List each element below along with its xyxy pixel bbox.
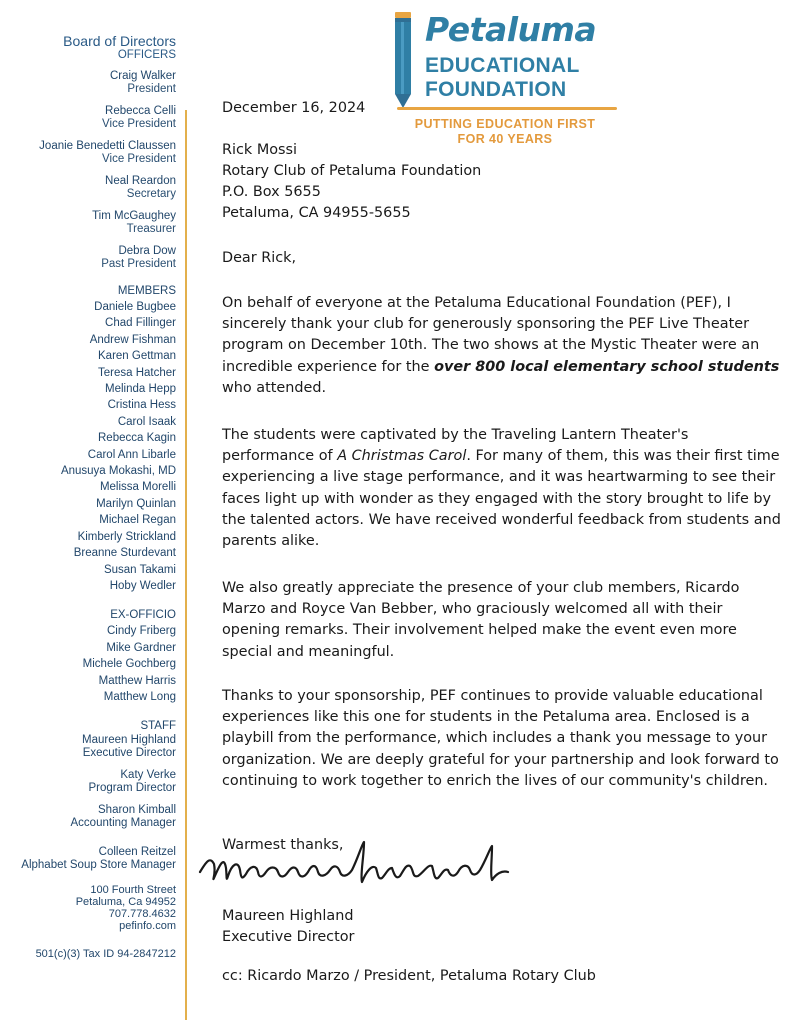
- foundation-address: [0, 884, 176, 932]
- staff-name: Katy Verke: [120, 769, 176, 782]
- exofficio-name: Mike Gardner: [106, 641, 176, 654]
- sidebar-divider: [185, 110, 187, 1020]
- exofficio-name: Cindy Friberg: [106, 625, 176, 638]
- member-name: Melissa Morelli: [99, 481, 176, 494]
- officer-name: Debra Dow: [118, 245, 176, 257]
- paragraph-1-text: On behalf of everyone at the Petaluma Educational Foundation (PEF), I sincerely thank your club for generously sponsoring the PEF Live Theater program on December 10th. The two shows at the Mystic Theater were an incredible experience for the: [222, 295, 760, 375]
- staff-name: Maureen Highland: [82, 734, 176, 747]
- member-name: Karen Gettman: [98, 350, 176, 363]
- closing: Warmest thanks,: [222, 837, 344, 853]
- officer-name: Neal Reardon: [105, 175, 176, 187]
- signer-block: [222, 906, 354, 948]
- staff-entry: [0, 804, 176, 830]
- member-name: Breanne Sturdevant: [73, 547, 176, 560]
- officer-name: Tim McGaughey: [92, 210, 176, 222]
- officer-entry: [0, 105, 176, 130]
- logo-tagline: PUTTING EDUCATION FIRST: [414, 117, 596, 131]
- paragraph-2-end: . For many of them, this was their first time experiencing a live stage performance, and it was heartwarming to see their faces light up with wonder as they engaged with the story brought to life by the talented actors. We have received wonderful feedback from students and parents alike.: [222, 448, 781, 550]
- recipient-org: Rotary Club of Petaluma Foundation: [222, 163, 482, 179]
- member-name: Teresa Hatcher: [98, 366, 176, 379]
- address-street: 100 Fourth Street: [90, 884, 176, 897]
- member-name: Melinda Hepp: [105, 383, 176, 396]
- recipient-pobox: P.O. Box 5655: [222, 184, 321, 200]
- member-name: Cristina Hess: [107, 399, 176, 412]
- logo-underline: [397, 107, 617, 110]
- paragraph-3: We also greatly appreciate the presence of your club members, Ricardo Marzo and Royce Van Bebber, who graciously welcomed all with their opening remarks. Their involvement helped make the event even more special and meaningful.: [222, 580, 740, 660]
- staff-role: Executive Director: [82, 747, 176, 760]
- officers-label: OFFICERS: [117, 49, 176, 61]
- signer-title: Executive Director: [222, 929, 355, 945]
- paragraph-2: [222, 425, 782, 552]
- staff-name: Colleen Reitzel: [98, 846, 176, 859]
- staff-label: STAFF: [140, 720, 176, 733]
- tax-id: 501(c)(3) Tax ID 94-2847212: [35, 948, 176, 961]
- officer-entry: [0, 175, 176, 200]
- letter-date: December 16, 2024: [222, 100, 366, 116]
- officer-name: Rebecca Celli: [105, 105, 176, 117]
- pencil-icon: [389, 12, 419, 110]
- staff-entry: [0, 846, 176, 872]
- logo-wordmark-petaluma: Petaluma: [425, 10, 597, 49]
- members-label: MEMBERS: [117, 285, 176, 297]
- logo-tagline-years: FOR 40 YEARS: [457, 132, 553, 146]
- paragraph-1-end: who attended.: [222, 379, 327, 396]
- member-name: Chad Fillinger: [105, 317, 176, 330]
- logo-wordmark-foundation: FOUNDATION: [425, 78, 567, 101]
- member-name: Marilyn Quinlan: [96, 497, 176, 510]
- address-phone: 707.778.4632: [108, 908, 176, 921]
- exofficio-name: Michele Gochberg: [82, 658, 176, 671]
- member-name: Carol Isaak: [117, 415, 176, 428]
- signer-name: Maureen Highland: [222, 908, 354, 924]
- member-name: Susan Takami: [103, 563, 176, 576]
- staff-entry: [0, 769, 176, 795]
- paragraph-2-text: The students were captivated by the Traveling Lantern Theater's performance of: [222, 427, 689, 465]
- staff-name: Sharon Kimball: [98, 804, 176, 817]
- board-sidebar: [0, 34, 176, 960]
- emphasis-students: over 800 local elementary school students: [434, 358, 780, 375]
- member-name: Andrew Fishman: [89, 333, 176, 346]
- handwritten-signature: [192, 834, 552, 904]
- staff-role: Program Director: [88, 782, 176, 795]
- exofficio-name: Matthew Long: [103, 690, 176, 703]
- staff-entry: [0, 734, 176, 760]
- recipient-address: [222, 140, 481, 224]
- salutation: Dear Rick,: [222, 250, 297, 266]
- logo-wordmark-educational: EDUCATIONAL: [425, 54, 580, 77]
- pef-logo: [385, 8, 625, 153]
- play-title: A Christmas Carol: [337, 448, 467, 465]
- officer-name: Craig Walker: [109, 70, 176, 82]
- officer-entry: [0, 140, 176, 165]
- officer-name: Joanie Benedetti Claussen: [39, 140, 176, 152]
- staff-role: Alphabet Soup Store Manager: [21, 859, 176, 872]
- address-website: pefinfo.com: [119, 920, 176, 933]
- officer-role: Vice President: [102, 152, 176, 165]
- exofficio-list: [0, 623, 176, 705]
- officer-role: Past President: [101, 257, 176, 270]
- officer-role: Secretary: [126, 187, 176, 200]
- officer-entry: [0, 245, 176, 270]
- staff-role: Accounting Manager: [70, 817, 176, 830]
- exofficio-name: Matthew Harris: [98, 674, 176, 687]
- cc-line: cc: Ricardo Marzo / President, Petaluma Rotary Club: [222, 968, 596, 984]
- recipient-city: Petaluma, CA 94955-5655: [222, 205, 411, 221]
- board-heading: Board of Directors: [63, 33, 176, 49]
- paragraph-4: Thanks to your sponsorship, PEF continues to provide valuable educational experiences like this one for students in the Petaluma area. Enclosed is a playbill from the performance, which includes a thank you message to your organization. We are deeply grateful for your partnership and look forward to continuing to work together to enrich the lives of our community's children.: [222, 688, 779, 789]
- member-name: Daniele Bugbee: [94, 301, 176, 313]
- member-name: Rebecca Kagin: [98, 432, 176, 445]
- officer-entry: [0, 70, 176, 95]
- member-name: Hoby Wedler: [109, 579, 176, 592]
- recipient-name: Rick Mossi: [222, 142, 298, 158]
- officer-role: President: [127, 82, 176, 95]
- paragraph-1: [222, 293, 782, 399]
- member-name: Anusuya Mokashi, MD: [60, 465, 176, 478]
- officer-role: Vice President: [102, 117, 176, 130]
- exofficio-label: EX-OFFICIO: [110, 609, 176, 622]
- members-list: [0, 299, 176, 594]
- member-name: Carol Ann Libarle: [87, 448, 176, 461]
- officer-entry: [0, 210, 176, 235]
- member-name: Kimberly Strickland: [77, 530, 176, 543]
- officer-role: Treasurer: [126, 222, 176, 235]
- member-name: Michael Regan: [99, 514, 176, 527]
- address-city: Petaluma, Ca 94952: [75, 896, 176, 909]
